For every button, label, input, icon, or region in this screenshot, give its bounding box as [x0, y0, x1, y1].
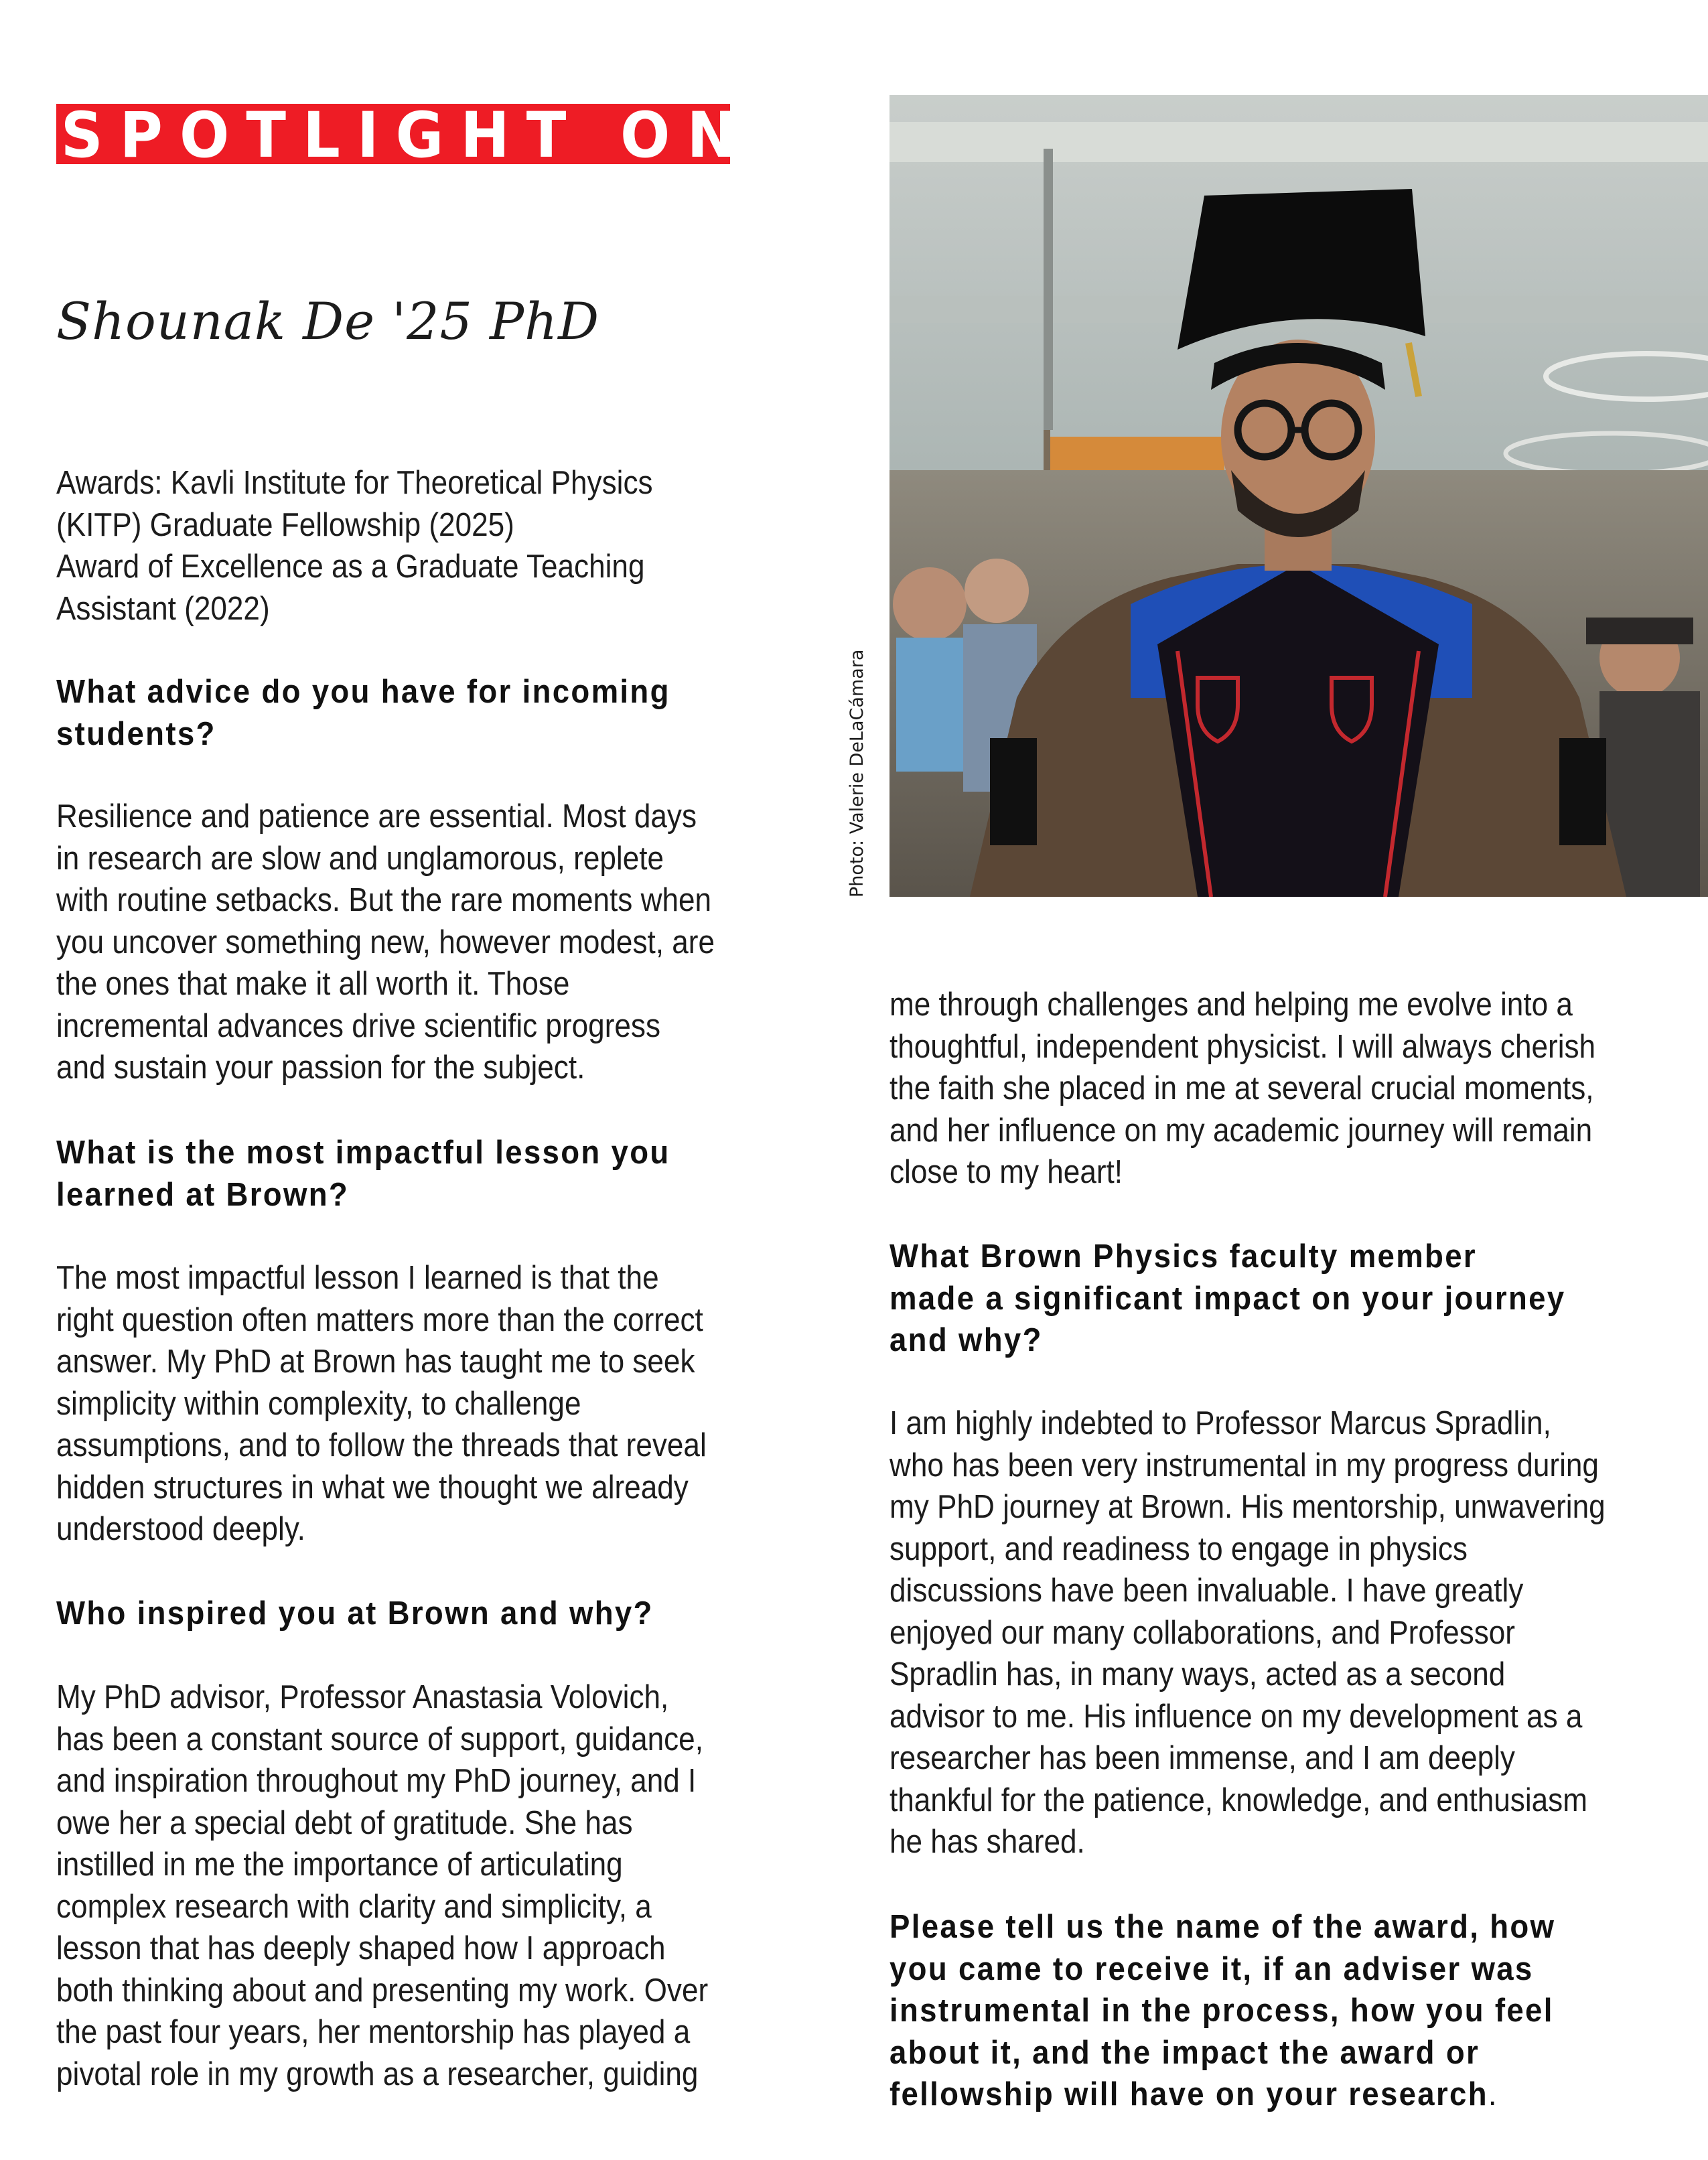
spotlight-banner-text: SPOTLIGHT ON	[60, 99, 753, 172]
answer-inspiration-continued: me through challenges and helping me evolve into a thoughtful, independent physicist. I will always cherish the faith she placed in me at several crucial moments, and her influence on my academic journey will remain close to my heart!	[889, 987, 1596, 1190]
awards-text: Awards: Kavli Institute for Theoretical Physics (KITP) Graduate Fellowship (2025) Award of Excellence as a Graduate Teaching Assistant (2022)	[56, 465, 653, 627]
answer-advice: Resilience and patience are essential. Most days in research are slow and unglamorous, replete with routine setbacks. But the rare moments when you uncover something new, however modest, are the ones that make it all worth it. Those incremental advances drive scientific progress and sustain your passion for the subject.	[56, 798, 715, 1086]
question-award-text: Please tell us the name of the award, how you came to receive it, if an adviser was instrumental in the process, how you feel about it, and the impact the award or fellowship will have on your research	[889, 1909, 1556, 2112]
question-inspiration: Who inspired you at Brown and why?	[56, 1595, 654, 1632]
graduation-photo	[889, 95, 1708, 897]
question-award-period: .	[1488, 2076, 1498, 2112]
question-award	[889, 1906, 1555, 2116]
question-advice: What advice do you have for incoming students?	[56, 674, 670, 752]
question-lesson: What is the most impactful lesson you learned at Brown?	[56, 1135, 670, 1213]
answer-inspiration: My PhD advisor, Professor Anastasia Volovich, has been a constant source of support, guidance, and inspiration throughout my PhD journey, and I owe her a special debt of gratitude. She has instilled in me the importance of articulating complex research with clarity and simplicity, a lesson that has deeply shaped how I approach both thinking about and presenting my work. Over the past four years, her mentorship has played a pivotal role in my growth as a researcher, guiding	[56, 1679, 709, 2092]
question-faculty: What Brown Physics faculty member made a significant impact on your journey and why?	[889, 1238, 1566, 1358]
answer-faculty: I am highly indebted to Professor Marcus Spradlin, who has been very instrumental in my progress during my PhD journey at Brown. His mentorship, unwavering support, and readiness to engage in physics discussions have been invaluable. I have greatly enjoyed our many collaborations, and Professor Spradlin has, in many ways, acted as a second advisor to me. His influence on my development as a researcher has been immense, and I am deeply thankful for the patience, knowledge, and enthusiasm he has shared.	[889, 1405, 1606, 1860]
answer-lesson: The most impactful lesson I learned is that the right question often matters more than the correct answer. My PhD at Brown has taught me to seek simplicity within complexity, to challenge assumptions, and to follow the threads that reveal hidden structures in what we thought we already understood deeply.	[56, 1260, 707, 1547]
profile-name: Shounak De '25 PhD	[56, 291, 600, 351]
photo-credit: Photo: Valerie DeLaCámara	[847, 649, 867, 897]
spotlight-banner	[56, 99, 753, 172]
graduate-portrait-image	[889, 95, 1708, 897]
